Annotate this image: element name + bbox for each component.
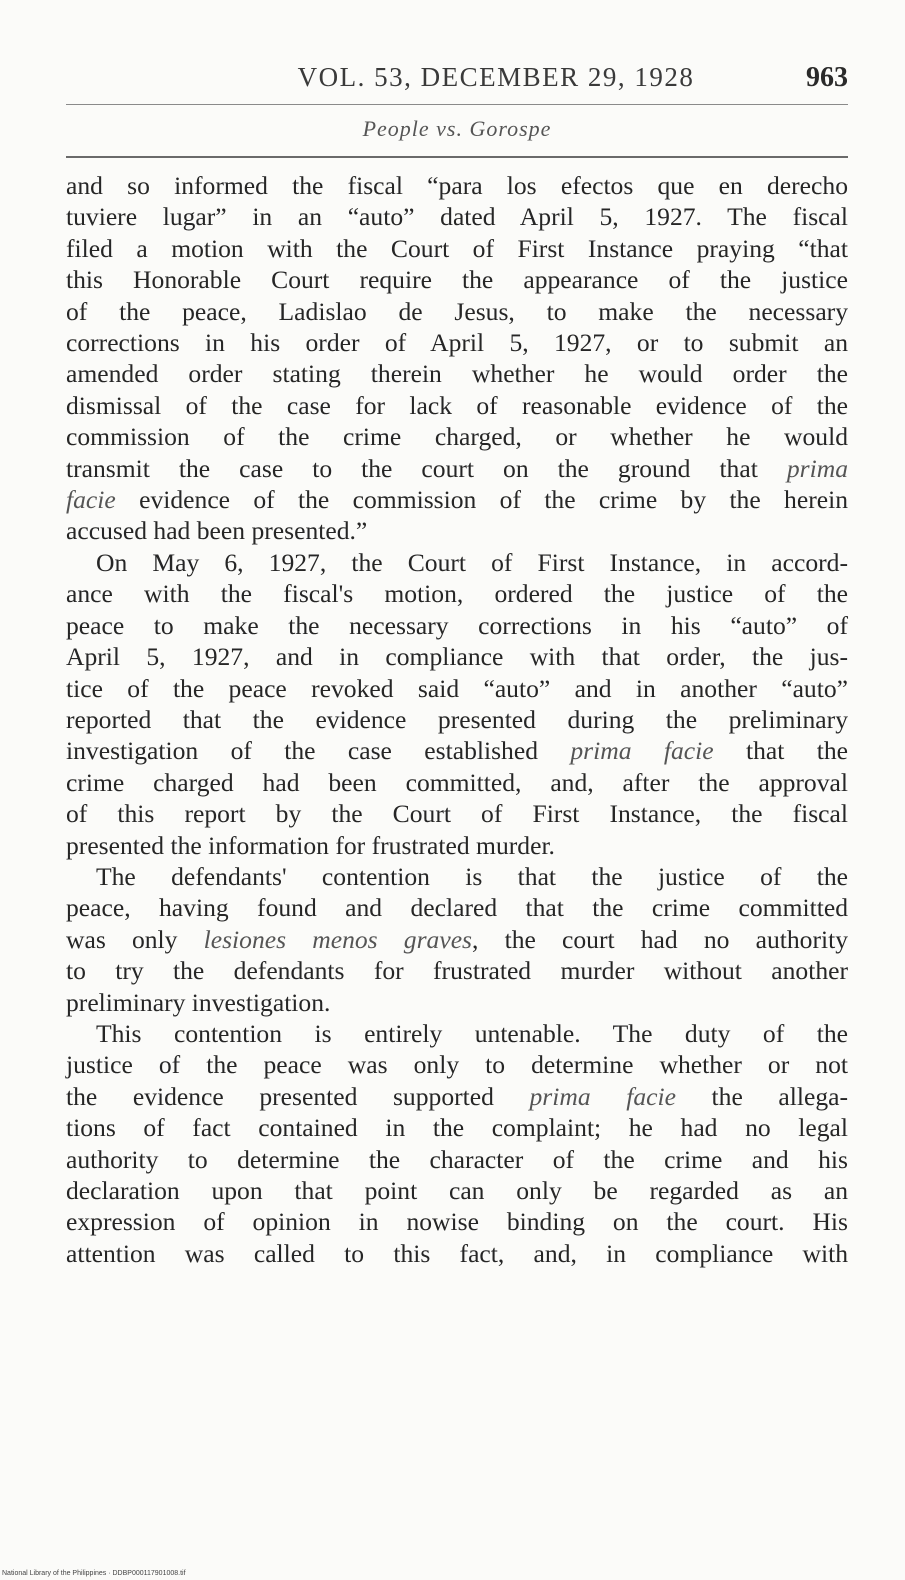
text-segment: , the court had no authority xyxy=(472,924,849,954)
text-line: crime charged had been committed, and, after the approval xyxy=(66,767,848,797)
text-line-mixed xyxy=(66,453,848,484)
text-line: peace to make the necessary corrections in his “auto” of xyxy=(66,610,848,640)
text-line: tice of the peace revoked said “auto” and in another “auto” xyxy=(66,673,848,703)
italic-term: lesiones menos graves xyxy=(203,924,473,954)
text-segment: was only xyxy=(66,924,178,954)
text-line: to try the defendants for frustrated murder without another xyxy=(66,956,848,986)
text-line: On May 6, 1927, the Court of First Instance, in accord- xyxy=(96,547,848,577)
text-line: this Honorable Court require the appearance of the justice xyxy=(66,265,848,295)
paragraph-1 xyxy=(66,170,848,547)
text-line: tions of fact contained in the complaint; he had no legal xyxy=(66,1113,848,1143)
italic-term: prima facie xyxy=(570,736,714,766)
page-number: 963 xyxy=(806,62,848,93)
case-title: People vs. Gorospe xyxy=(362,116,552,141)
text-line: peace, having found and declared that the crime committed xyxy=(66,893,848,923)
text-segment: evidence of the commission of the crime by the herein xyxy=(139,485,848,515)
text-line: of this report by the Court of First Instance, the fiscal xyxy=(66,799,848,829)
text-line: tuviere lugar” in an “auto” dated April 5, 1927. The fiscal xyxy=(66,202,848,232)
text-line: accused had been presented.” xyxy=(66,516,368,546)
text-line: preliminary investigation. xyxy=(66,987,331,1017)
text-line: amended order stating therein whether he would order the xyxy=(66,359,848,389)
text-line: and so informed the fiscal “para los efectos que en derecho xyxy=(66,171,848,200)
text-line: ance with the fiscal's motion, ordered the justice of the xyxy=(66,579,848,609)
header-rule-top xyxy=(66,104,848,105)
paragraph-2 xyxy=(66,547,848,861)
text-line: corrections in his order of April 5, 1927, or to submit an xyxy=(66,328,848,358)
text-line: of the peace, Ladislao de Jesus, to make the necessary xyxy=(66,296,848,326)
text-segment: investigation of the case established xyxy=(66,736,538,766)
text-line: authority to determine the character of the crime and his xyxy=(66,1144,848,1174)
text-line: The defendants' contention is that the justice of the xyxy=(96,861,848,891)
text-segment: the evidence presented supported xyxy=(66,1081,494,1111)
text-segment: transmit the case to the court on the ground that xyxy=(66,453,758,483)
text-line: dismissal of the case for lack of reasonable evidence of the xyxy=(66,390,848,420)
text-line-mixed xyxy=(66,924,848,955)
text-line: This contention is entirely untenable. The duty of the xyxy=(96,1018,848,1048)
page-header xyxy=(66,62,848,98)
text-line: reported that the evidence presented during the preliminary xyxy=(66,704,848,734)
header-rule-bottom xyxy=(66,156,848,158)
text-segment: that the xyxy=(745,736,848,766)
italic-term: prima facie xyxy=(529,1081,676,1111)
text-line: commission of the crime charged, or whether he would xyxy=(66,422,848,452)
italic-term: prima xyxy=(786,453,848,483)
paragraph-4 xyxy=(66,1018,848,1269)
scan-credit: National Library of the Philippines · DDBP000117901008.tif xyxy=(2,1570,186,1577)
text-line: declaration upon that point can only be regarded as an xyxy=(66,1176,848,1205)
text-line: attention was called to this fact, and, in compliance with xyxy=(66,1238,848,1268)
body-text xyxy=(66,170,848,1269)
text-line: justice of the peace was only to determine whether or not xyxy=(66,1050,848,1080)
text-segment: the allega- xyxy=(711,1081,849,1111)
italic-term: facie xyxy=(66,485,116,515)
text-line: April 5, 1927, and in compliance with that order, the jus- xyxy=(66,642,848,672)
text-line-mixed xyxy=(66,484,848,515)
text-line: filed a motion with the Court of First Instance praying “that xyxy=(66,233,848,263)
running-head: VOL. 53, DECEMBER 29, 1928 xyxy=(297,62,695,92)
paragraph-3 xyxy=(66,861,848,1018)
text-line-mixed xyxy=(66,1081,848,1112)
text-line: expression of opinion in nowise binding on the court. His xyxy=(66,1207,848,1237)
text-line: presented the information for frustrated murder. xyxy=(66,830,555,860)
text-line-mixed xyxy=(66,735,848,766)
